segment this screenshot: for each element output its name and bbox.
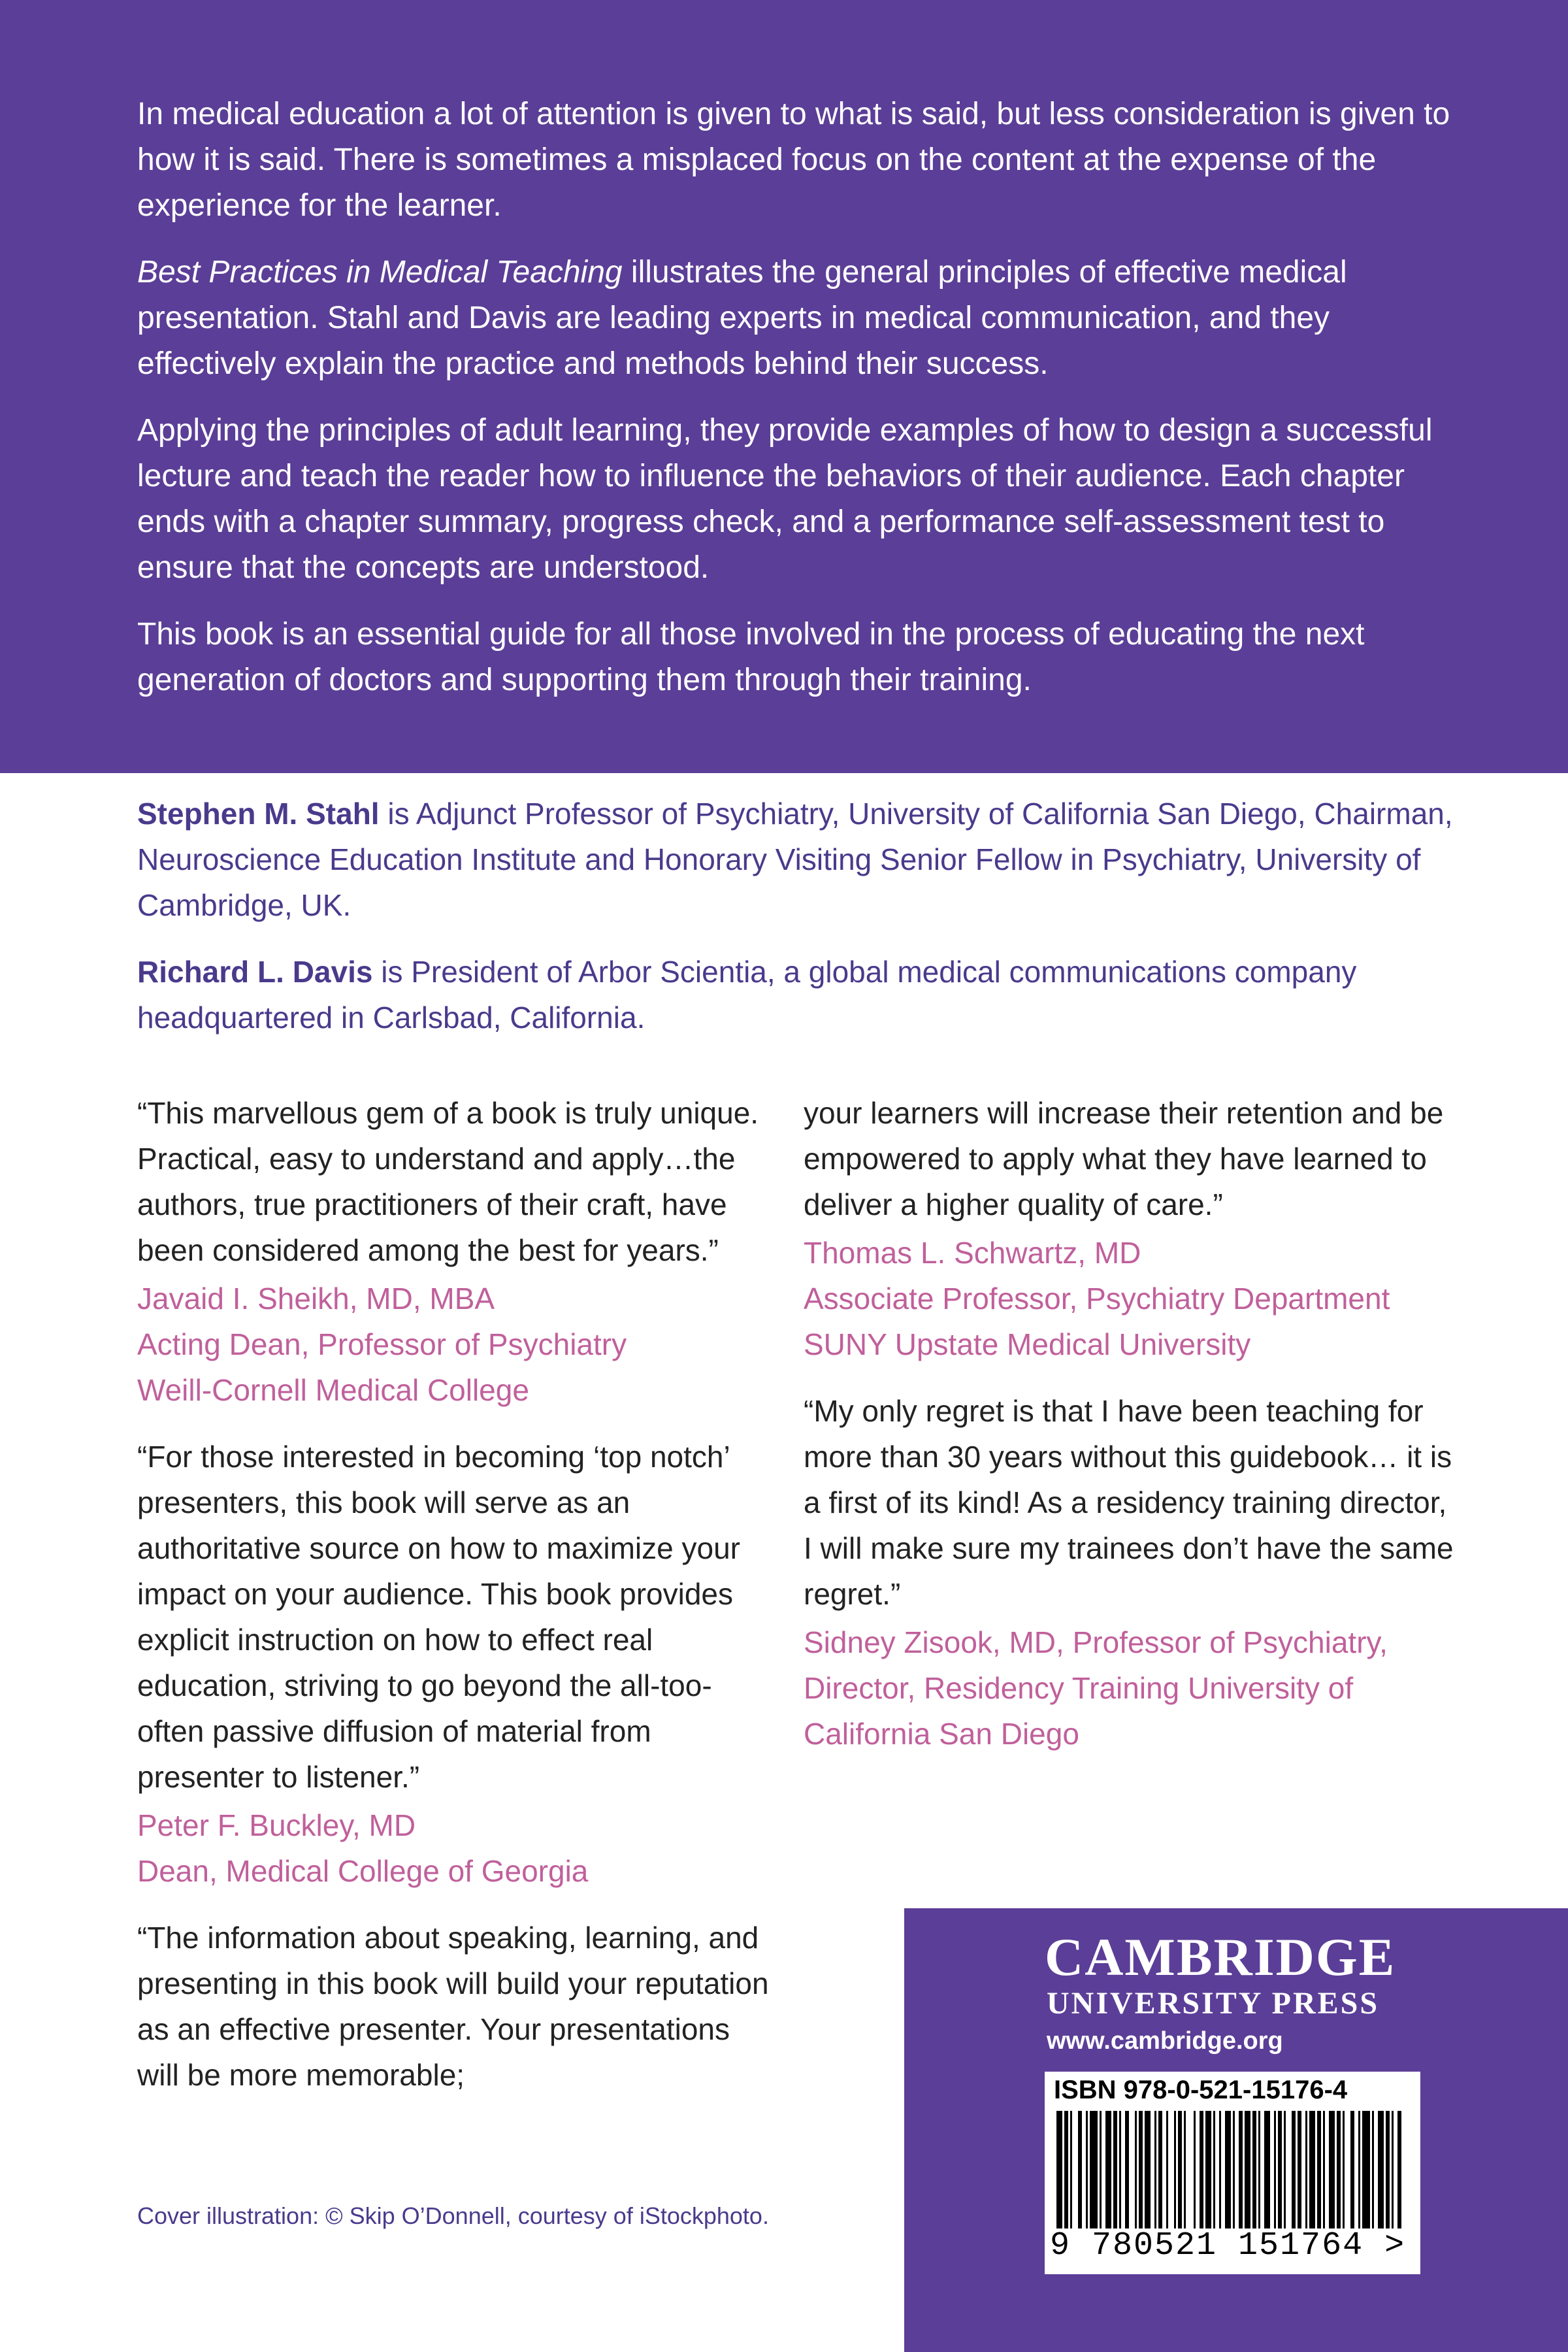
barcode-bar (1386, 2111, 1390, 2228)
barcode-bar (1392, 2111, 1394, 2228)
barcode-bars (1054, 2111, 1411, 2228)
intro-paragraph-3: Applying the principles of adult learning, they provide examples of how to design a successful lecture and teach the reader how to influence the behaviors of their audience. Each chapter ends with a chapter summary, progress check, and a performance self-assessment test to ensure that the concepts are understood. (137, 413, 1433, 585)
endorsement-text: “This marvellous gem of a book is truly unique. Practical, easy to understand and apply…the authors, true practitioners of their craft, have been considered among the best for years.” (137, 1096, 759, 1267)
barcode-bar (1064, 2111, 1068, 2228)
barcode-bar (1158, 2111, 1162, 2228)
endorsements-left-column (137, 1090, 777, 2119)
barcode-bar (1264, 2111, 1270, 2228)
author-name: Richard L. Davis (137, 955, 373, 989)
barcode-bar (1233, 2111, 1235, 2228)
publisher-box (904, 1908, 1568, 2352)
barcode-bar (1078, 2111, 1082, 2228)
author-bios (137, 791, 1470, 1061)
barcode-digits: 9 780521 151764 > (1050, 2227, 1406, 2264)
barcode-bar (1200, 2111, 1203, 2228)
barcode-bar (1343, 2111, 1345, 2228)
endorsement-attribution: California San Diego (804, 1717, 1079, 1751)
barcode-bar (1274, 2111, 1276, 2228)
barcode-bar (1225, 2111, 1231, 2228)
barcode-bar (1278, 2111, 1282, 2228)
intro-paragraph-1: In medical education a lot of attention is given to what is said, but less consideration is given to how it is said. There is sometimes a misplaced focus on the content at the expense of the experience for the learner. (137, 97, 1450, 223)
barcode-bar (1298, 2111, 1301, 2228)
barcode-bar (1350, 2111, 1354, 2228)
barcode-bar (1178, 2111, 1182, 2228)
author-bio-stahl: Stephen M. Stahl is Adjunct Professor of Psychiatry, University of California San Diego, Chairman, Neuroscience Education Institute and Honorary Visiting Senior Fellow in Psychiatry, University of Cambridge, UK. (137, 797, 1453, 922)
barcode-bar (1154, 2111, 1156, 2228)
barcode-bar (1358, 2111, 1360, 2228)
publisher-name: CAMBRIDGE (1045, 1927, 1396, 1987)
barcode-bar (1184, 2111, 1186, 2228)
book-description (137, 91, 1463, 724)
barcode-bar (1309, 2111, 1315, 2228)
endorsement-attribution: Peter F. Buckley, MD (137, 1808, 416, 1842)
barcode-bar (1105, 2111, 1111, 2228)
endorsement-attribution: Weill-Cornell Medical College (137, 1373, 529, 1407)
endorsement-attribution: SUNY Upstate Medical University (804, 1327, 1251, 1361)
barcode-bar (1194, 2111, 1196, 2228)
barcode-bar (1252, 2111, 1256, 2228)
barcode-bar (1258, 2111, 1260, 2228)
barcode-bar (1362, 2111, 1370, 2228)
barcode-bar (1284, 2111, 1286, 2228)
barcode-bar (1119, 2111, 1121, 2228)
barcode-bar (1166, 2111, 1168, 2228)
barcode-bar (1372, 2111, 1374, 2228)
endorsement-text: “For those interested in becoming ‘top notch’ presenters, this book will serve as an authoritative source on how to maximize your impact on your audience. This book provides explicit instruction on how to effect real education, striving to go beyond the all-too-often passive diffusion of material from presenter to listener.” (137, 1440, 740, 1794)
barcode-bar (1239, 2111, 1243, 2228)
endorsement-text: “My only regret is that I have been teaching for more than 30 years without this guidebook… it is a first of its kind! As a residency training director, I will make sure my trainees don’t have the same regret.” (804, 1394, 1454, 1611)
barcode-bar (1100, 2111, 1102, 2228)
intro-paragraph-2: Best Practices in Medical Teaching illustrates the general principles of effective medical presentation. Stahl and Davis are leading experts in medical communication, and they effectively explain the practice and methods behind their success. (137, 255, 1347, 381)
endorsement-text: your learners will increase their retention and be empowered to apply what they have learned to deliver a higher quality of care.” (804, 1096, 1444, 1221)
endorsement-attribution: Associate Professor, Psychiatry Department (804, 1282, 1390, 1316)
book-title: Best Practices in Medical Teaching (137, 255, 623, 290)
barcode-bar (1056, 2111, 1062, 2228)
barcode-bar (1090, 2111, 1098, 2228)
barcode-bar (1378, 2111, 1384, 2228)
endorsement-attribution: Javaid I. Sheikh, MD, MBA (137, 1282, 495, 1316)
endorsement (804, 1388, 1457, 1757)
barcode-bar (1213, 2111, 1215, 2228)
barcode-bar (1323, 2111, 1325, 2228)
barcode-bar (1113, 2111, 1117, 2228)
author-name: Stephen M. Stahl (137, 797, 380, 831)
barcode-bar (1292, 2111, 1296, 2228)
isbn-barcode (1045, 2072, 1420, 2274)
endorsement (137, 1915, 777, 2098)
cover-credit: Cover illustration: © Skip O’Donnell, courtesy of iStockphoto. (137, 2202, 769, 2229)
barcode-bar (1219, 2111, 1221, 2228)
endorsement-attribution: Acting Dean, Professor of Psychiatry (137, 1327, 627, 1361)
author-bio-davis: Richard L. Davis is President of Arbor Scientia, a global medical communications company headquartered in Carlsbad, California. (137, 955, 1357, 1035)
barcode-bar (1174, 2111, 1176, 2228)
description-band (0, 0, 1568, 773)
barcode-bar (1337, 2111, 1341, 2228)
endorsement-attribution: Dean, Medical College of Georgia (137, 1854, 589, 1888)
endorsement-attribution: Thomas L. Schwartz, MD (804, 1236, 1141, 1270)
barcode-bar (1245, 2111, 1250, 2228)
isbn-label: ISBN 978-0-521-15176-4 (1054, 2076, 1348, 2104)
endorsement (137, 1434, 777, 1894)
endorsement (137, 1090, 777, 1413)
barcode-bar (1317, 2111, 1321, 2228)
barcode-bar (1135, 2111, 1137, 2228)
barcode-bar (1397, 2111, 1401, 2228)
endorsement-attribution: Director, Residency Training University of (804, 1671, 1354, 1705)
endorsement-attribution: Sidney Zisook, MD, Professor of Psychiatry, (804, 1625, 1388, 1659)
intro-paragraph-4: This book is an essential guide for all those involved in the process of educating the next generation of doctors and supporting them through their training. (137, 617, 1365, 697)
publisher-press: UNIVERSITY PRESS (1047, 1986, 1380, 2021)
barcode-bar (1145, 2111, 1151, 2228)
endorsements-right-column (804, 1090, 1457, 1778)
barcode-bar (1086, 2111, 1088, 2228)
barcode-bar (1125, 2111, 1129, 2228)
barcode-bar (1329, 2111, 1335, 2228)
endorsement (804, 1090, 1457, 1367)
barcode-bar (1305, 2111, 1307, 2228)
publisher-url: www.cambridge.org (1047, 2027, 1283, 2055)
barcode-bar (1205, 2111, 1211, 2228)
endorsement-text: “The information about speaking, learning, and presenting in this book will build your reputation as an effective presenter. Your presentations will be more memorable; (137, 1921, 769, 2092)
barcode-bar (1070, 2111, 1072, 2228)
barcode-bar (1139, 2111, 1143, 2228)
